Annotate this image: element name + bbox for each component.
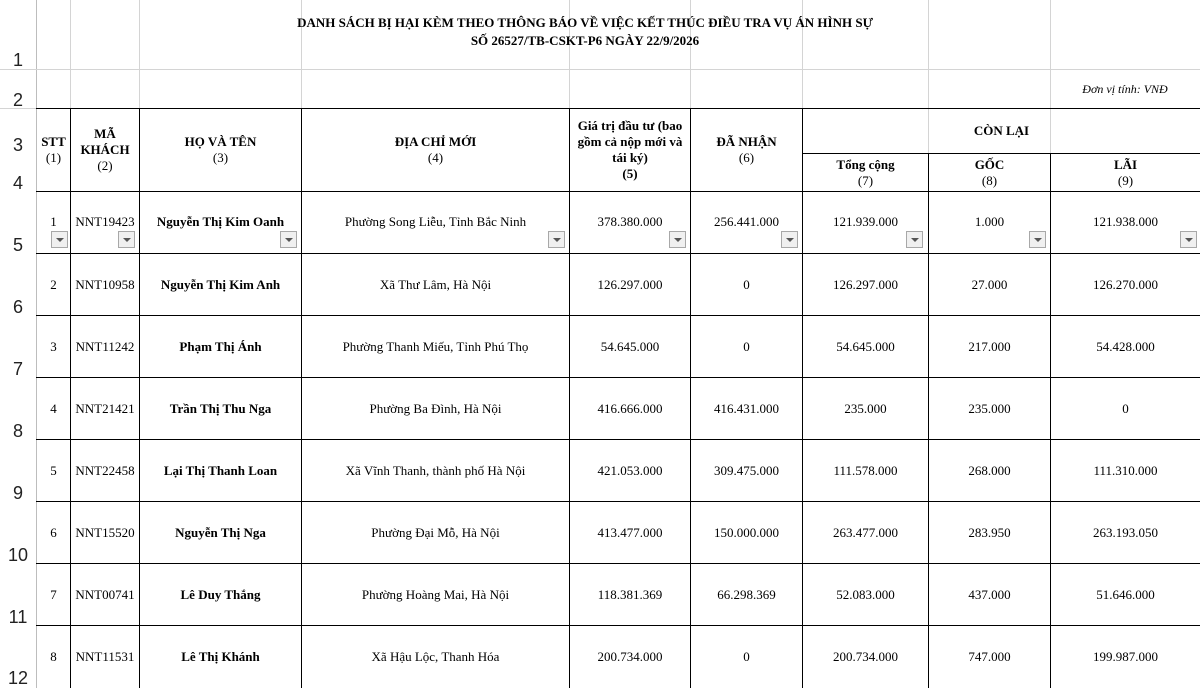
cell-lai[interactable]: 199.987.000	[1093, 648, 1158, 664]
cell-stt[interactable]: 6	[50, 524, 57, 540]
row-number[interactable]: 11	[8, 607, 28, 627]
filter-dropdown-icon[interactable]	[118, 231, 135, 248]
cell-dia-chi[interactable]: Phường Ba Đình, Hà Nội	[369, 400, 502, 416]
cell-lai[interactable]: 126.270.000	[1093, 276, 1158, 292]
header-gia-tri-num: (5)	[622, 166, 638, 181]
cell-gia-tri[interactable]: 200.734.000	[597, 648, 663, 664]
cell-da-nhan[interactable]: 150.000.000	[714, 524, 779, 540]
cell-tong-cong[interactable]: 52.083.000	[836, 586, 895, 602]
header-da-nhan[interactable]	[691, 109, 802, 191]
header-da-nhan-label: ĐÃ NHẬN	[716, 134, 777, 149]
cell-tong-cong[interactable]: 263.477.000	[833, 524, 898, 540]
cell-ma-khach[interactable]: NNT11242	[75, 338, 135, 354]
cell-goc[interactable]: 747.000	[968, 648, 1011, 664]
cell-dia-chi[interactable]: Xã Thư Lâm, Hà Nội	[379, 276, 492, 292]
filter-dropdown-icon[interactable]	[548, 231, 565, 248]
cell-gia-tri[interactable]: 126.297.000	[597, 276, 663, 292]
cell-gia-tri[interactable]: 416.666.000	[597, 400, 663, 416]
header-goc-label: GỐC	[974, 156, 1005, 172]
filter-dropdown-icon[interactable]	[1029, 231, 1046, 248]
cell-da-nhan[interactable]: 309.475.000	[714, 462, 779, 478]
header-tong-cong[interactable]	[803, 154, 928, 191]
cell-ho-ten[interactable]: Trần Thị Thu Nga	[169, 400, 272, 416]
cell-tong-cong[interactable]: 126.297.000	[833, 276, 898, 292]
cell-stt[interactable]: 1	[50, 214, 57, 229]
cell-goc[interactable]: 268.000	[968, 462, 1011, 478]
cell-dia-chi[interactable]: Phường Song Liễu, Tỉnh Bắc Ninh	[344, 214, 527, 229]
header-ho-ten-num: (3)	[212, 150, 229, 165]
header-lai-num: (9)	[1117, 172, 1134, 188]
cell-dia-chi[interactable]: Phường Thanh Miếu, Tỉnh Phú Thọ	[342, 338, 529, 354]
cell-da-nhan[interactable]: 66.298.369	[717, 586, 776, 602]
row-number[interactable]: 8	[12, 421, 23, 441]
filter-dropdown-icon[interactable]	[1180, 231, 1197, 248]
cell-ho-ten[interactable]: Lại Thị Thanh Loan	[163, 462, 278, 478]
cell-da-nhan[interactable]: 0	[743, 338, 750, 354]
row-number[interactable]: 3	[12, 135, 23, 155]
header-stt-num: (1)	[45, 150, 62, 165]
header-dia-chi-num: (4)	[427, 150, 444, 165]
row-number[interactable]: 12	[7, 668, 29, 688]
header-ma-num: (2)	[97, 158, 113, 173]
gridline-h	[0, 69, 1200, 70]
filter-dropdown-icon[interactable]	[51, 231, 68, 248]
cell-stt[interactable]: 5	[50, 462, 57, 478]
header-tong-cong-num: (7)	[857, 172, 874, 188]
cell-tong-cong[interactable]: 200.734.000	[833, 648, 898, 664]
row-number[interactable]: 9	[12, 483, 23, 503]
cell-dia-chi[interactable]: Xã Vĩnh Thanh, thành phố Hà Nội	[345, 462, 526, 478]
cell-lai[interactable]: 121.938.000	[1093, 214, 1158, 229]
header-tong-cong-label: Tổng cộng	[836, 156, 895, 172]
cell-da-nhan[interactable]: 0	[743, 648, 750, 664]
cell-tong-cong[interactable]: 54.645.000	[836, 338, 895, 354]
cell-goc[interactable]: 217.000	[968, 338, 1011, 354]
cell-gia-tri[interactable]: 378.380.000	[597, 214, 663, 229]
cell-goc[interactable]: 437.000	[968, 586, 1011, 602]
filter-dropdown-icon[interactable]	[781, 231, 798, 248]
cell-da-nhan[interactable]: 0	[743, 276, 750, 292]
header-gia-tri-line1: Giá trị đầu tư (bao	[577, 118, 683, 133]
header-stt[interactable]	[37, 109, 70, 191]
cell-gia-tri[interactable]: 421.053.000	[597, 462, 663, 478]
header-khach-label: KHÁCH	[80, 142, 130, 157]
cell-tong-cong[interactable]: 235.000	[844, 400, 887, 416]
cell-ho-ten[interactable]: Lê Duy Thắng	[180, 586, 261, 602]
row-number[interactable]: 6	[12, 297, 23, 317]
cell-lai[interactable]: 51.646.000	[1096, 586, 1155, 602]
cell-goc[interactable]: 1.000	[974, 214, 1005, 229]
cell-stt[interactable]: 7	[50, 586, 57, 602]
row-number[interactable]: 2	[12, 90, 23, 110]
header-con-lai[interactable]	[803, 109, 1200, 153]
cell-ma-khach[interactable]: NNT19423	[75, 214, 135, 229]
row-number[interactable]: 5	[12, 235, 23, 255]
cell-dia-chi[interactable]: Phường Đại Mỗ, Hà Nội	[371, 524, 500, 540]
cell-tong-cong[interactable]: 111.578.000	[833, 462, 898, 478]
cell-gia-tri[interactable]: 413.477.000	[597, 524, 663, 540]
header-da-nhan-num: (6)	[738, 150, 755, 165]
cell-da-nhan[interactable]: 416.431.000	[714, 400, 779, 416]
header-ho-ten[interactable]	[140, 109, 301, 191]
cell-ho-ten[interactable]: Nguyễn Thị Kim Anh	[160, 276, 281, 292]
header-gia-tri-line3: tái ký)	[612, 150, 648, 165]
header-con-lai-label: CÒN LẠI	[973, 123, 1030, 138]
header-gia-tri[interactable]	[570, 109, 690, 191]
header-dia-chi[interactable]	[302, 109, 569, 191]
cell-da-nhan[interactable]: 256.441.000	[714, 214, 779, 229]
cell-gia-tri[interactable]: 54.645.000	[600, 338, 660, 354]
filter-dropdown-icon[interactable]	[669, 231, 686, 248]
header-ho-ten-label: HỌ VÀ TÊN	[184, 134, 257, 149]
cell-gia-tri[interactable]: 118.381.369	[597, 586, 663, 602]
cell-ma-khach[interactable]: NNT00741	[75, 586, 135, 602]
cell-ho-ten[interactable]: Nguyễn Thị Nga	[175, 524, 266, 540]
cell-lai[interactable]: 54.428.000	[1096, 338, 1155, 354]
cell-ho-ten[interactable]: Phạm Thị Ánh	[179, 338, 262, 354]
cell-dia-chi[interactable]: Phường Hoàng Mai, Hà Nội	[361, 586, 510, 602]
unit-note: Đơn vị tính: VNĐ	[1082, 82, 1168, 96]
document-title: DANH SÁCH BỊ HẠI KÈM THEO THÔNG BÁO VỀ VIỆC KẾT THÚC ĐIỀU TRA VỤ ÁN HÌNH SỰ	[297, 15, 873, 30]
filter-dropdown-icon[interactable]	[280, 231, 297, 248]
cell-lai[interactable]: 111.310.000	[1093, 462, 1158, 478]
cell-tong-cong[interactable]: 121.939.000	[833, 214, 898, 229]
header-ma-label: MÃ	[94, 126, 116, 141]
cell-ma-khach[interactable]: NNT22458	[75, 462, 135, 478]
cell-ma-khach[interactable]: NNT15520	[75, 524, 135, 540]
cell-ma-khach[interactable]: NNT11531	[75, 648, 135, 664]
cell-ho-ten[interactable]: Nguyễn Thị Kim Oanh	[156, 214, 285, 229]
row-number[interactable]: 1	[12, 50, 23, 70]
cell-goc[interactable]: 27.000	[971, 276, 1008, 292]
header-ma-khach[interactable]	[71, 109, 139, 191]
cell-stt[interactable]: 2	[50, 276, 57, 292]
cell-dia-chi[interactable]: Xã Hậu Lộc, Thanh Hóa	[371, 648, 500, 664]
header-lai-label: LÃI	[1113, 156, 1138, 172]
header-lai[interactable]	[1051, 154, 1200, 191]
header-dia-chi-label: ĐỊA CHỈ MỚI	[394, 134, 477, 149]
header-gia-tri-line2: gồm cả nộp mới và	[577, 134, 683, 149]
document-subtitle: SỐ 26527/TB-CSKT-P6 NGÀY 22/9/2026	[470, 33, 700, 48]
cell-ma-khach[interactable]: NNT21421	[75, 400, 135, 416]
cell-ho-ten[interactable]: Lê Thị Khánh	[181, 648, 260, 664]
row-number[interactable]: 7	[12, 359, 23, 379]
header-goc[interactable]	[929, 154, 1050, 191]
row-number[interactable]: 4	[12, 173, 23, 193]
cell-lai[interactable]: 0	[1122, 400, 1129, 416]
cell-lai[interactable]: 263.193.050	[1093, 524, 1158, 540]
cell-stt[interactable]: 3	[50, 338, 57, 354]
cell-ma-khach[interactable]: NNT10958	[75, 276, 135, 292]
row-number[interactable]: 10	[7, 545, 29, 565]
cell-goc[interactable]: 283.950	[968, 524, 1011, 540]
cell-stt[interactable]: 4	[50, 400, 57, 416]
header-goc-num: (8)	[981, 172, 998, 188]
filter-dropdown-icon[interactable]	[906, 231, 923, 248]
cell-stt[interactable]: 8	[50, 648, 57, 664]
header-stt-label: STT	[41, 134, 66, 149]
cell-goc[interactable]: 235.000	[968, 400, 1011, 416]
